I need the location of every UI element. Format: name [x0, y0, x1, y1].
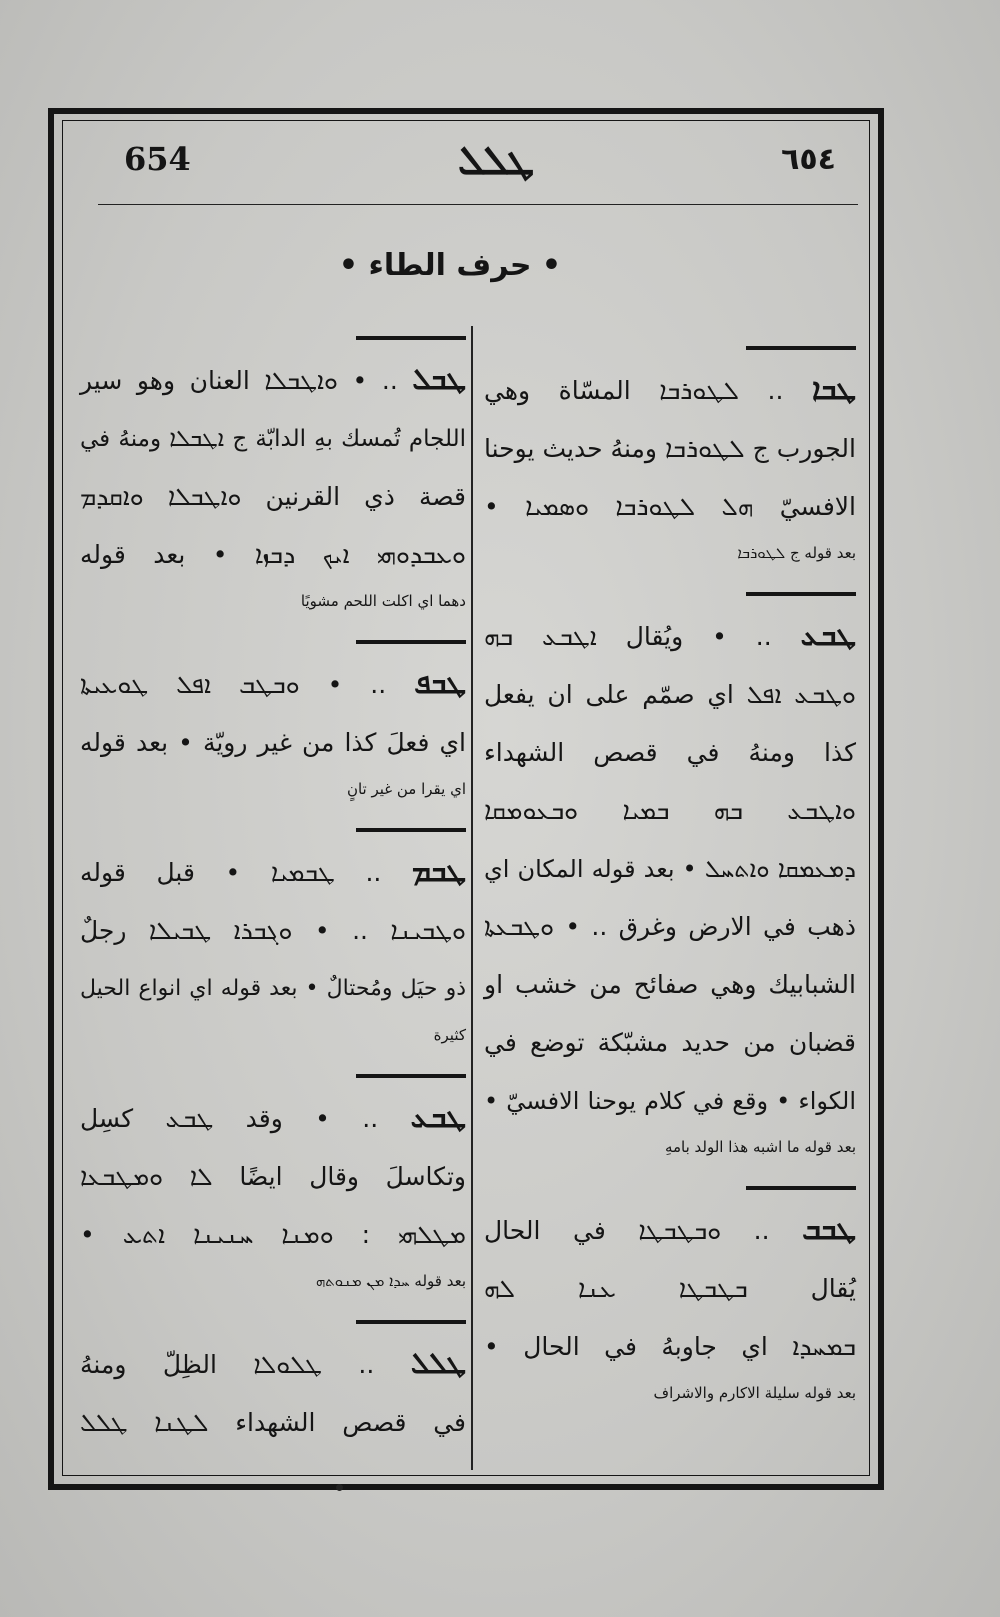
- entry-rule: [746, 592, 856, 596]
- right-column: [484, 346, 856, 1432]
- entry-text: ܘܛܒܝܢܐ .. • ܘܓܒܪܐ ܛܒܝܠܐ رجلٌ: [80, 916, 466, 945]
- dictionary-entry: [80, 640, 466, 806]
- entry-line: [80, 526, 466, 584]
- page-number-arabic: ٦٥٤: [781, 142, 836, 177]
- entry-line: [80, 654, 466, 714]
- headword: ܛܠܠ: [410, 1346, 466, 1380]
- entry-line: [80, 714, 466, 772]
- section-title: • حرف الطاء •: [338, 248, 562, 283]
- headword: ܛܒܒ: [802, 1212, 856, 1246]
- entry-text: .. ܛܒܡܝܐ • قبل قوله: [80, 858, 412, 887]
- entry-text: وتكاسلَ وقال ايضًا ܠܐ ܘܡܛܒܥܐ: [80, 1162, 466, 1191]
- entry-note: بعد قوله سليلة الاكارم والاشراف: [653, 1384, 856, 1402]
- dictionary-entry: [484, 346, 856, 570]
- entry-text: الافسيّ ܗܠ ܠܛܘܪܒܐ ܘܣܡܝܐ •: [484, 492, 856, 521]
- entry-rule: [356, 336, 466, 340]
- dictionary-entry: [80, 1074, 466, 1298]
- entry-text: اللجام تُمسك بهِ الدابّة ج ܐܛܒܠܐ ومنهُ في: [80, 426, 466, 452]
- entry-line: [80, 1206, 466, 1264]
- entry-text: ܘܥܒܕܘܗܝ ܐܝܟ ܕܒܙܐ • بعد قوله: [80, 540, 466, 569]
- column-divider: [471, 326, 473, 1470]
- entry-note: كثيرة: [433, 1026, 466, 1044]
- entry-line: [484, 360, 856, 420]
- left-column: [80, 336, 466, 1474]
- entry-text: الكواء • وقع في كلام يوحنا الافسيّ •: [484, 1087, 856, 1115]
- entry-line: [484, 898, 856, 956]
- entry-text: .. ܠܛܘܪܒܐ المسّاة وهي: [484, 376, 813, 405]
- entry-text: .. • ويُقال ܐܛܒܥ ܒܗ: [484, 622, 801, 651]
- headword: ܛܒܦ: [414, 666, 466, 700]
- page-number-latin: 654: [124, 140, 191, 178]
- entry-line: [80, 410, 466, 468]
- entry-line: [484, 1318, 856, 1376]
- entry-text: الشبابيك وهي صفائح من خشب او: [484, 970, 856, 999]
- running-head: ܛܠܠ: [458, 138, 535, 184]
- headword: ܛܒܥ: [410, 1100, 466, 1134]
- page-header: [98, 132, 858, 205]
- entry-text: ܘܐܛܒܥ ܒܗ ܒܡܝܐ ܘܒܥܘܡܩܐ: [484, 796, 856, 825]
- dictionary-entry: [484, 592, 856, 1164]
- entry-text: ذهب في الارض وغرق .. • ܘܛܒܥܬܐ: [484, 912, 856, 941]
- entry-note: بعد قوله ج ܠܛܘܪܒܐ: [737, 544, 856, 562]
- entry-line: [484, 666, 856, 724]
- entry-text: ܒܡܚܕܐ اي جاوبهُ في الحال •: [484, 1332, 856, 1361]
- entry-line: [484, 478, 856, 536]
- dictionary-entry: [484, 1186, 856, 1410]
- dictionary-entry: [80, 828, 466, 1052]
- entry-text: يُقال ܒܛܒܛܐ ܥܢܐ ܠܗ: [484, 1274, 856, 1303]
- entry-line: [484, 956, 856, 1014]
- entry-line: [484, 606, 856, 666]
- entry-note: بعد قوله ܚܕܐ ܡܢ ܡܢܘܬܗ: [315, 1272, 466, 1290]
- headword: ܛܒܡ: [411, 854, 466, 888]
- entry-text: كذا ومنهُ في قصص الشهداء: [484, 738, 856, 767]
- ink-dot: [336, 1484, 343, 1491]
- entry-text: في قصص الشهداء ܠܛܢܐ ܛܠܠ: [80, 1408, 466, 1437]
- entry-line: [484, 724, 856, 782]
- entry-text: .. • ܘܒܛܒ ܐܦܠ ܛܘܥܝܬܐ: [80, 670, 415, 699]
- entry-text: قضبان من حديد مشبّكة توضع في: [484, 1028, 856, 1057]
- entry-line: [80, 960, 466, 1018]
- entry-line: [80, 1334, 466, 1394]
- entry-text: ܡܛܠܗܝ : ܘܡܢܐ ܚܢܝܢܐ ܐܬܥ •: [80, 1220, 466, 1249]
- entry-text: .. ܘܒܛܒܛܐ في الحال: [484, 1216, 803, 1245]
- entry-line: [80, 350, 466, 410]
- entry-note: بعد قوله ما اشبه هذا الولد بامهِ: [664, 1138, 856, 1156]
- entry-text: .. • ܘܐܛܒܠܐ العنان وهو سير: [80, 366, 413, 395]
- entry-line: [484, 420, 856, 478]
- entry-line: [484, 1072, 856, 1130]
- entry-line: [80, 902, 466, 960]
- entry-text: .. • وقد ܛܒܥ كسِل: [80, 1104, 411, 1133]
- dictionary-entry: [80, 336, 466, 618]
- entry-line: [80, 1394, 466, 1452]
- entry-note: اي يقرا من غير تانٍ: [346, 780, 466, 798]
- entry-rule: [356, 1320, 466, 1324]
- entry-text: ذو حيَل ومُحتالٌ • بعد قوله اي انواع الحيل: [80, 976, 466, 1001]
- entry-line: [484, 1200, 856, 1260]
- entry-rule: [746, 346, 856, 350]
- entry-rule: [356, 640, 466, 644]
- entry-text: الجورب ج ܠܛܘܪܒܐ ومنهُ حديث يوحنا: [484, 434, 856, 463]
- entry-rule: [746, 1186, 856, 1190]
- entry-note: دهما اي اكلت اللحم مشويًا: [300, 592, 466, 610]
- entry-line: [80, 1148, 466, 1206]
- entry-text: اي فعلَ كذا من غير رويّة • بعد قوله: [80, 728, 466, 757]
- entry-line: [484, 782, 856, 840]
- entry-line: [484, 1014, 856, 1072]
- entry-text: ܘܛܒܥ ܐܦܠ اي صمّم على ان يفعل: [484, 680, 856, 709]
- entry-line: [80, 842, 466, 902]
- entry-line: [80, 1088, 466, 1148]
- entry-line: [484, 1260, 856, 1318]
- dictionary-entry: [80, 1320, 466, 1452]
- entry-line: [484, 840, 856, 898]
- entry-rule: [356, 828, 466, 832]
- headword: ܛܒܠ: [412, 362, 466, 396]
- headword: ܛܒܐ: [812, 372, 856, 406]
- entry-rule: [356, 1074, 466, 1078]
- entry-text: قصة ذي القرنين ܘܐܛܒܠܐ ܘܐܩܕܡ: [80, 482, 466, 511]
- entry-line: [80, 468, 466, 526]
- entry-text: .. ܛܠܘܠܐ الظِلّ ومنهُ: [80, 1350, 411, 1379]
- entry-text: ܕܡܥܡܩܐ ܘܐܬܚܠ • بعد قوله المكان اي: [484, 855, 856, 883]
- headword: ܛܒܥ: [800, 618, 856, 652]
